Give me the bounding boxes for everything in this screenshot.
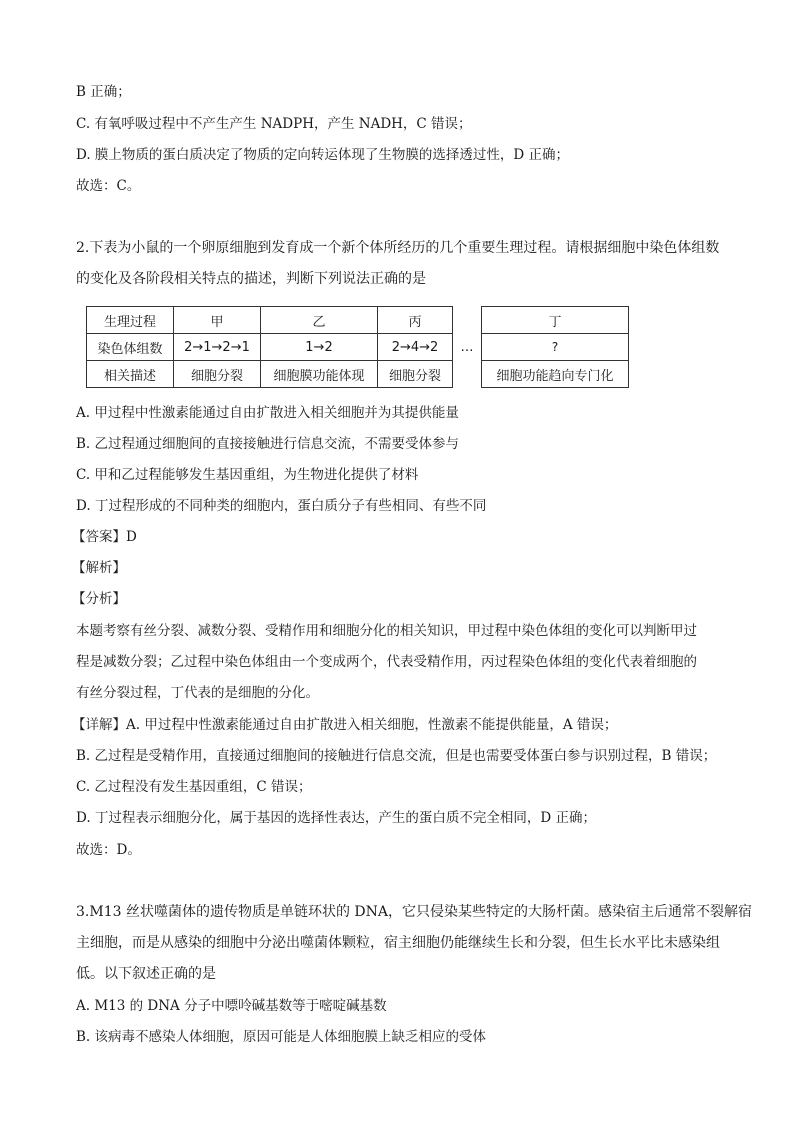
table-cell: 2→1→2→1 <box>174 334 261 361</box>
analysis-label: 【解析】 <box>72 560 126 576</box>
analysis-text: 程是减数分裂；乙过程中染色体组由一个变成两个，代表受精作用，丙过程染色体组的变化代表着细胞的 <box>76 654 697 670</box>
text-line: C. 有氧呼吸过程中不产生产生 NADPH，产生 NADH，C 错误； <box>76 116 472 132</box>
option-line: D. 丁过程形成的不同种类的细胞内，蛋白质分子有些相同、有些不同 <box>76 498 487 514</box>
question-2-stem: 的变化及各阶段相关特点的描述，判断下列说法正确的是 <box>76 271 426 287</box>
question-3-stem: 主细胞，而是从感染的细胞中分泌出噬菌体颗粒，宿主细胞仍能继续生长和分裂，但生长水平比未感染组 <box>76 935 720 951</box>
detail-text: B. 乙过程是受精作用，直接通过细胞间的接触进行信息交流，但是也需要受体蛋白参与识别过程，B 错误； <box>76 748 717 764</box>
table-cell: 甲 <box>174 307 261 334</box>
row-header: 染色体组数 <box>87 334 174 361</box>
ellipsis-cell: … <box>453 307 482 388</box>
analysis-text: 本题考察有丝分裂、减数分裂、受精作用和细胞分化的相关知识，甲过程中染色体组的变化可以判断甲过 <box>76 623 697 639</box>
question-2-stem: 2.下表为小鼠的一个卵原细胞到发育成一个新个体所经历的几个重要生理过程。请根据细胞中染色体组数 <box>76 240 720 256</box>
table-cell: ? <box>482 334 629 361</box>
text-line: B 正确； <box>76 84 131 100</box>
question-3-stem: 低。以下叙述正确的是 <box>76 966 216 982</box>
detail-text: C. 乙过程没有发生基因重组，C 错误； <box>76 779 312 795</box>
option-line: A. M13 的 DNA 分子中嘌呤碱基数等于嘧啶碱基数 <box>76 998 387 1014</box>
text-line: 故选：C。 <box>76 178 141 194</box>
question-3-stem: 3.M13 丝状噬菌体的遗传物质是单链环状的 DNA，它只侵染某些特定的大肠杆菌。感染宿主后通常不裂解宿 <box>76 904 752 920</box>
row-header: 相关描述 <box>87 361 174 388</box>
table-cell: 1→2 <box>261 334 378 361</box>
option-line: B. 该病毒不感染人体细胞，原因可能是人体细胞膜上缺乏相应的受体 <box>76 1029 487 1045</box>
row-header: 生理过程 <box>87 307 174 334</box>
text-line: D. 膜上物质的蛋白质决定了物质的定向转运体现了生物膜的选择透过性，D 正确； <box>76 147 570 163</box>
process-table <box>86 306 629 388</box>
table-cell: 细胞分裂 <box>378 361 453 388</box>
fenxi-label: 【分析】 <box>72 591 126 607</box>
analysis-text: 有丝分裂过程，丁代表的是细胞的分化。 <box>76 685 319 701</box>
detail-text: D. 丁过程表示细胞分化，属于基因的选择性表达，产生的蛋白质不完全相同，D 正确； <box>76 810 597 826</box>
option-line: C. 甲和乙过程能够发生基因重组，为生物进化提供了材料 <box>76 467 419 483</box>
table-cell: 丙 <box>378 307 453 334</box>
table-cell: 细胞分裂 <box>174 361 261 388</box>
table-cell: 乙 <box>261 307 378 334</box>
detail-text: 【详解】A. 甲过程中性激素能通过自由扩散进入相关细胞，性激素不能提供能量，A 错误； <box>72 717 618 733</box>
option-line: A. 甲过程中性激素能通过自由扩散进入相关细胞并为其提供能量 <box>76 405 459 421</box>
option-line: B. 乙过程通过细胞间的直接接触进行信息交流，不需要受体参与 <box>76 436 460 452</box>
table-cell: 细胞膜功能体现 <box>261 361 378 388</box>
table-cell: 丁 <box>482 307 629 334</box>
answer-label: 【答案】D <box>72 529 137 545</box>
table-cell: 2→4→2 <box>378 334 453 361</box>
detail-text: 故选：D。 <box>76 842 141 858</box>
table-cell: 细胞功能趋向专门化 <box>482 361 629 388</box>
